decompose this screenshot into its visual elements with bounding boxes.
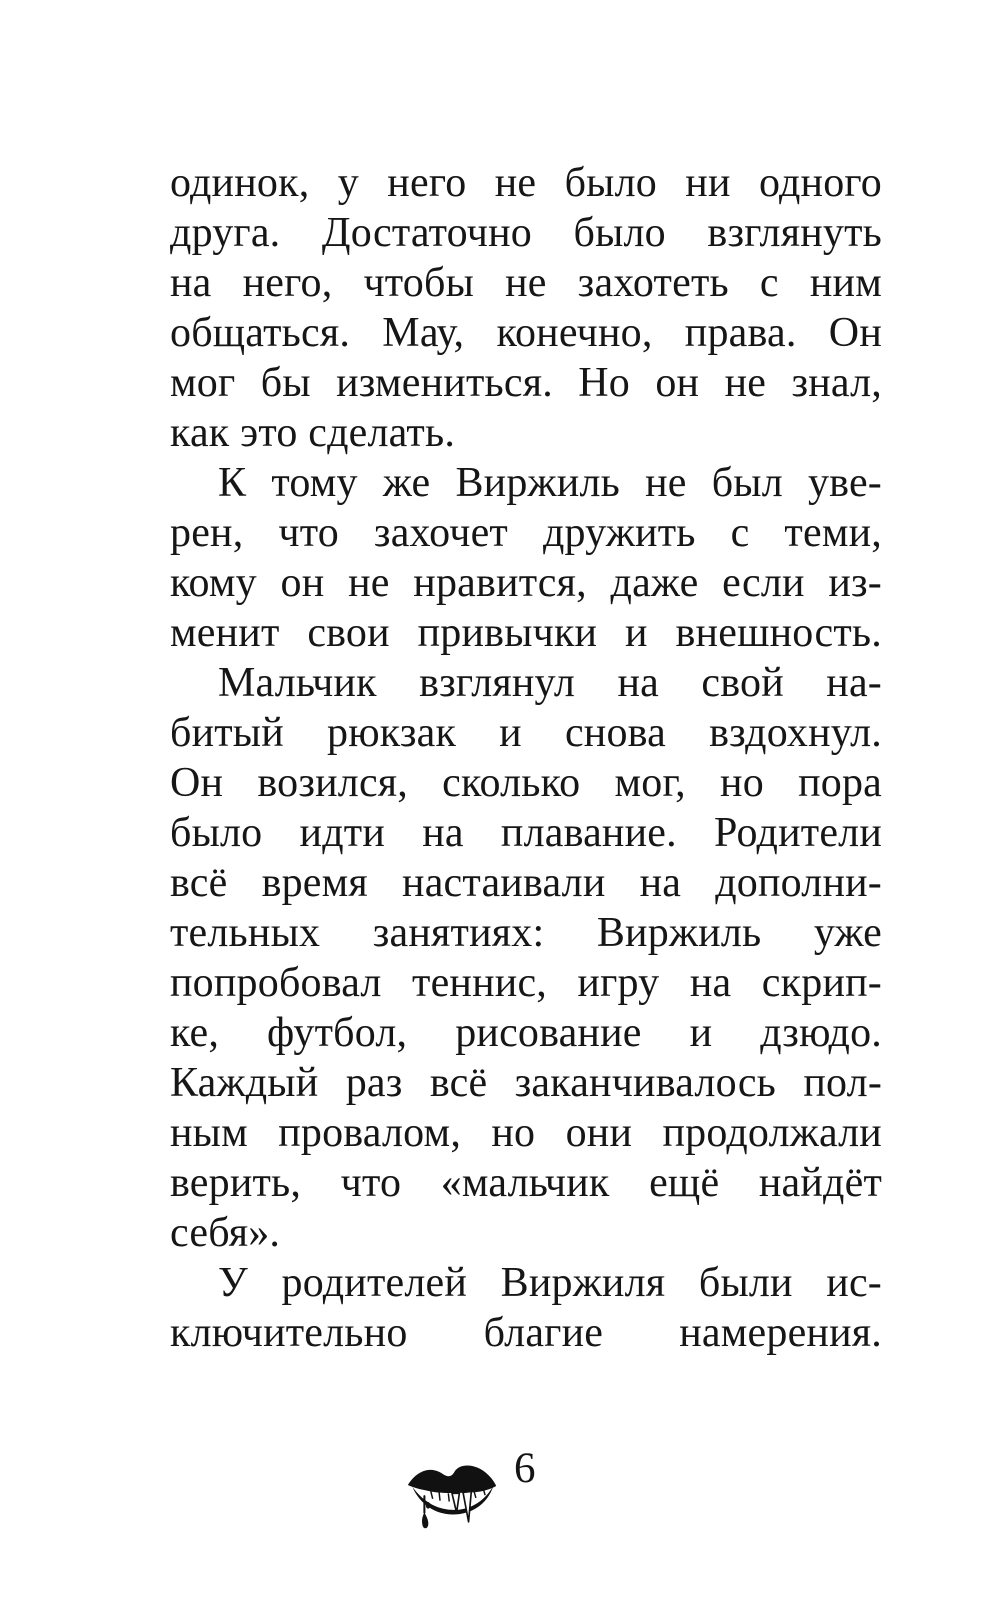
text-line: общаться. Мау, конечно, права. Он (170, 310, 882, 356)
text-line: ке, футбол, рисование и дзюдо. (170, 1010, 882, 1056)
text-line: друга. Достаточно было взглянуть (170, 210, 882, 256)
text-line: кому он не нравится, даже если из- (170, 560, 882, 606)
text-line: менит свои привычки и внешность. (170, 610, 882, 656)
text-line: на него, чтобы не захотеть с ним (170, 260, 882, 306)
text-line: У родителей Виржиля были ис- (218, 1260, 882, 1306)
text-line: себя». (170, 1210, 281, 1256)
text-line: тельных занятиях: Виржиль уже (170, 910, 882, 956)
page-footer (0, 1445, 1000, 1555)
text-line: всё время настаивали на дополни- (170, 860, 882, 906)
text-block (170, 158, 882, 1358)
text-line: как это сделать. (170, 410, 456, 456)
text-line: было идти на плавание. Родители (170, 810, 882, 856)
text-line: мог бы измениться. Но он не знал, (170, 360, 882, 406)
text-line: ным провалом, но они продолжали (170, 1110, 882, 1156)
paragraph (170, 1258, 882, 1358)
paragraph (170, 158, 882, 458)
text-line: К тому же Виржиль не был уве- (218, 460, 882, 506)
text-line: одинок, у него не было ни одного (170, 160, 882, 206)
text-line: Он возился, сколько мог, но пора (170, 760, 882, 806)
text-line: Каждый раз всё заканчивалось пол- (170, 1060, 882, 1106)
text-line: битый рюкзак и снова вздохнул. (170, 710, 882, 756)
text-line: верить, что «мальчик ещё найдёт (170, 1160, 882, 1206)
paragraph (170, 658, 882, 1258)
text-line: ключительно благие намерения. (170, 1310, 882, 1356)
page-number: 6 (514, 1445, 536, 1492)
vampire-fangs-icon (406, 1453, 498, 1541)
text-line: рен, что захочет дружить с теми, (170, 510, 882, 556)
paragraph (170, 458, 882, 658)
text-line: Мальчик взглянул на свой на- (218, 660, 882, 706)
text-line: попробовал теннис, игру на скрип- (170, 960, 882, 1006)
